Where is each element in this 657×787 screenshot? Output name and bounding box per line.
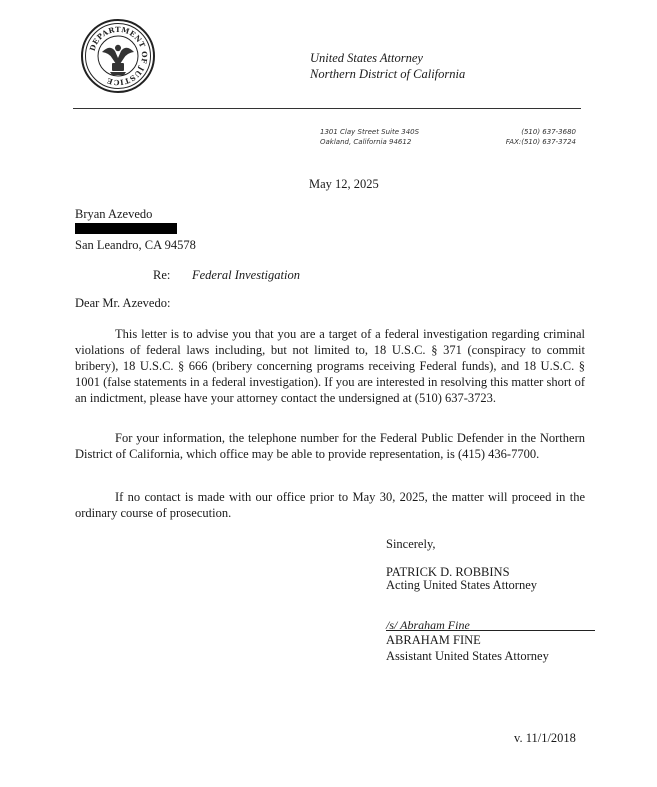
office-line-1: United States Attorney — [310, 51, 423, 65]
redacted-street-address — [75, 223, 177, 234]
office-contact — [490, 127, 576, 147]
signer-name: PATRICK D. ROBBINS — [386, 565, 510, 579]
recipient-name: Bryan Azevedo — [75, 207, 153, 221]
signatory-name: ABRAHAM FINE — [386, 633, 481, 647]
office-fax: FAX:(510) 637-3724 — [505, 138, 576, 146]
letterhead-rule — [73, 108, 581, 109]
recipient-city: San Leandro, CA 94578 — [75, 238, 196, 252]
office-phone: (510) 637-3680 — [521, 128, 576, 136]
body-paragraph-3: If no contact is made with our office prior to May 30, 2025, the matter will proceed in the ordinary course of prosecution. — [75, 490, 585, 520]
electronic-signature: /s/ Abraham Fine — [386, 618, 470, 632]
signature-line — [386, 630, 595, 631]
letter-date: May 12, 2025 — [309, 177, 379, 191]
office-name — [310, 50, 465, 82]
address-line-1: 1301 Clay Street Suite 340S — [320, 128, 420, 136]
body-paragraph-1: This letter is to advise you that you are a target of a federal investigation regarding criminal violations of federal laws including, but not limited to, 18 U.S.C. § 371 (conspiracy to commit bribery), 18 U.S.C. § 666 (bribery concerning programs receiving Federal funds), and 18 U.S.C. § 1001 (false statements in a federal investigation). If you are interested in resolving this matter short of an indictment, please have your attorney contact the undersigned at (510) 637-3723. — [75, 327, 585, 405]
re-label: Re: — [153, 268, 171, 282]
address-line-2: Oakland, California 94612 — [320, 138, 412, 146]
closing: Sincerely, — [386, 537, 436, 551]
salutation: Dear Mr. Azevedo: — [75, 296, 171, 310]
signer-title: Acting United States Attorney — [386, 578, 538, 592]
form-version: v. 11/1/2018 — [514, 731, 576, 745]
department-of-justice-seal — [80, 18, 156, 94]
signatory-title: Assistant United States Attorney — [386, 649, 549, 663]
office-line-2: Northern District of California — [310, 67, 466, 81]
office-address — [320, 127, 419, 147]
re-subject: Federal Investigation — [192, 268, 300, 282]
seal-text: DEPARTMENT OF JUSTICE — [87, 24, 150, 88]
body-paragraph-2: For your information, the telephone number for the Federal Public Defender in the Northern District of California, which office may be able to provide representation, is (415) 436-7700. — [75, 431, 585, 461]
